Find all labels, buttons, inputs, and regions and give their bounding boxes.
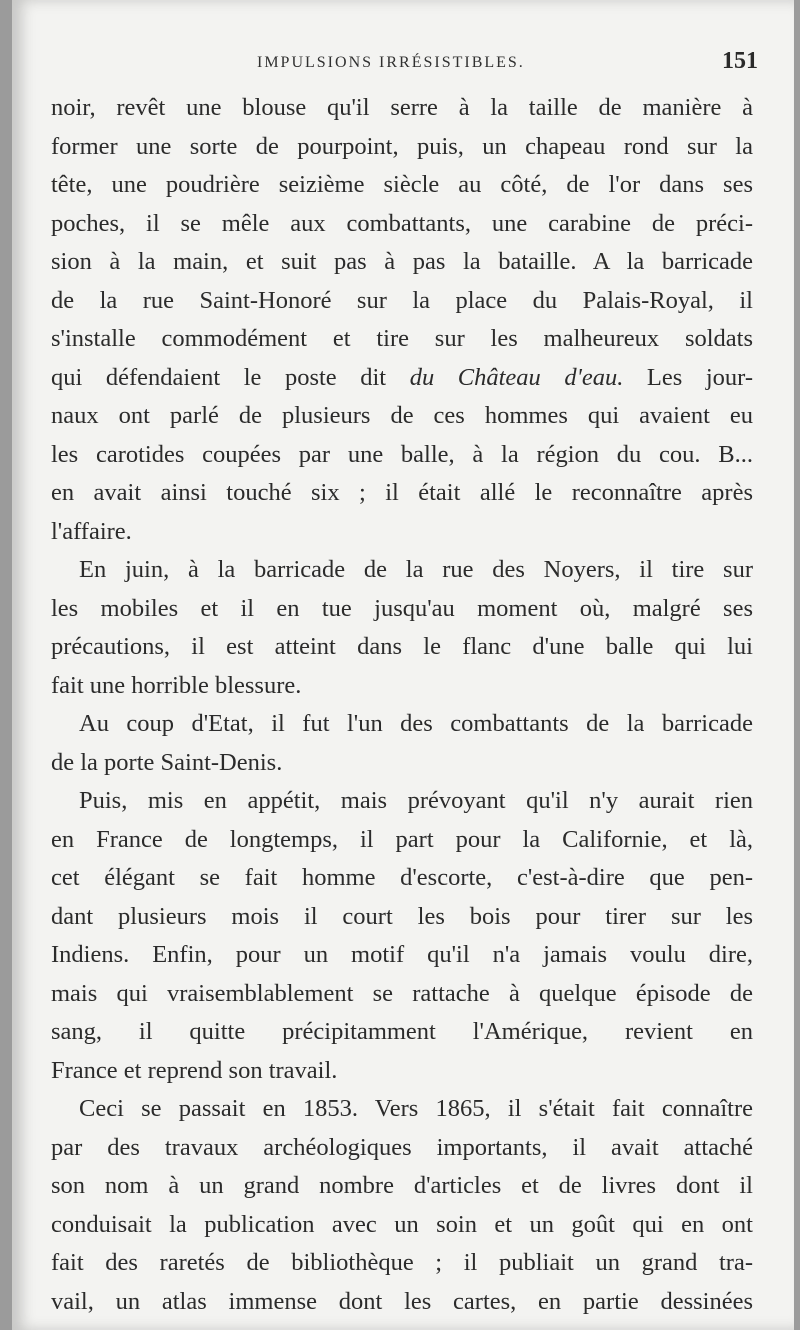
text-line: cet élégant se fait homme d'escorte, c'est-à-dire que pen- [51,864,753,891]
running-head [52,48,764,78]
text-line: former une sorte de pourpoint, puis, un chapeau rond sur la [51,132,753,160]
text-line: Au coup d'Etat, il fut l'un des combattants de la barricade [79,710,753,737]
text-line: les mobiles et il en tue jusqu'au moment où, malgré ses [51,594,753,622]
text-line: sion à la main, et suit pas à pas la bataille. A la barricade [51,248,753,275]
text-segment: qui défendaient le poste dit [51,363,410,391]
paragraph [51,551,753,705]
paragraph [51,1090,753,1321]
text-line: mais qui vraisemblablement se rattache à quelque épisode de [51,979,753,1007]
paragraph [51,89,753,551]
text-line: de la porte Saint-Denis. [51,748,283,776]
text-line: les carotides coupées par une balle, à la région du cou. B... [51,440,753,468]
paragraph [51,705,753,782]
text-line: s'installe commodément et tire sur les malheureux soldats [51,325,753,352]
text-line: Ceci se passait en 1853. Vers 1865, il s'était fait connaître [79,1095,753,1122]
text-line: en avait ainsi touché six ; il était allé le reconnaître après [51,479,753,506]
text-line: vail, un atlas immense dont les cartes, en partie dessinées [51,1287,753,1315]
text-line: Indiens. Enfin, pour un motif qu'il n'a jamais voulu dire, [51,941,753,968]
text-line: dant plusieurs mois il court les bois pour tirer sur les [51,902,753,930]
book-page [12,0,794,1330]
text-line: de la rue Saint-Honoré sur la place du Palais-Royal, il [51,286,753,314]
text-line: par des travaux archéologiques importants, il avait attaché [51,1133,753,1161]
text-line: sang, il quitte précipitamment l'Amérique, revient en [51,1018,753,1045]
page-number: 151 [722,48,758,74]
text-line: fait une horrible blessure. [51,671,302,699]
text-segment: Les jour- [623,363,753,391]
running-title: IMPULSIONS IRRÉSISTIBLES. [257,54,525,71]
text-line: noir, revêt une blouse qu'il serre à la taille de manière à [51,94,753,121]
text-line: en France de longtemps, il part pour la Californie, et là, [51,825,753,853]
text-line: En juin, à la barricade de la rue des Noyers, il tire sur [79,556,753,583]
paragraph [51,782,753,1090]
text-line: fait des raretés de bibliothèque ; il publiait un grand tra- [51,1249,753,1276]
text-line: Puis, mis en appétit, mais prévoyant qu'il n'y aurait rien [79,787,753,814]
text-line: conduisait la publication avec un soin et un goût qui en ont [51,1210,753,1238]
text-line: poches, il se mêle aux combattants, une carabine de préci- [51,209,753,237]
italic-place-name: du Château d'eau. [409,363,624,391]
text-line: précautions, il est atteint dans le flanc d'une balle qui lui [51,633,753,660]
text-line: naux ont parlé de plusieurs de ces hommes qui avaient eu [51,402,753,429]
text-line: France et reprend son travail. [51,1056,338,1084]
text-line [51,359,753,398]
text-line: tête, une poudrière seizième siècle au côté, de l'or dans ses [51,171,753,198]
text-line: l'affaire. [51,517,132,545]
text-line: son nom à un grand nombre d'articles et de livres dont il [51,1172,753,1199]
body-text [51,89,753,1321]
